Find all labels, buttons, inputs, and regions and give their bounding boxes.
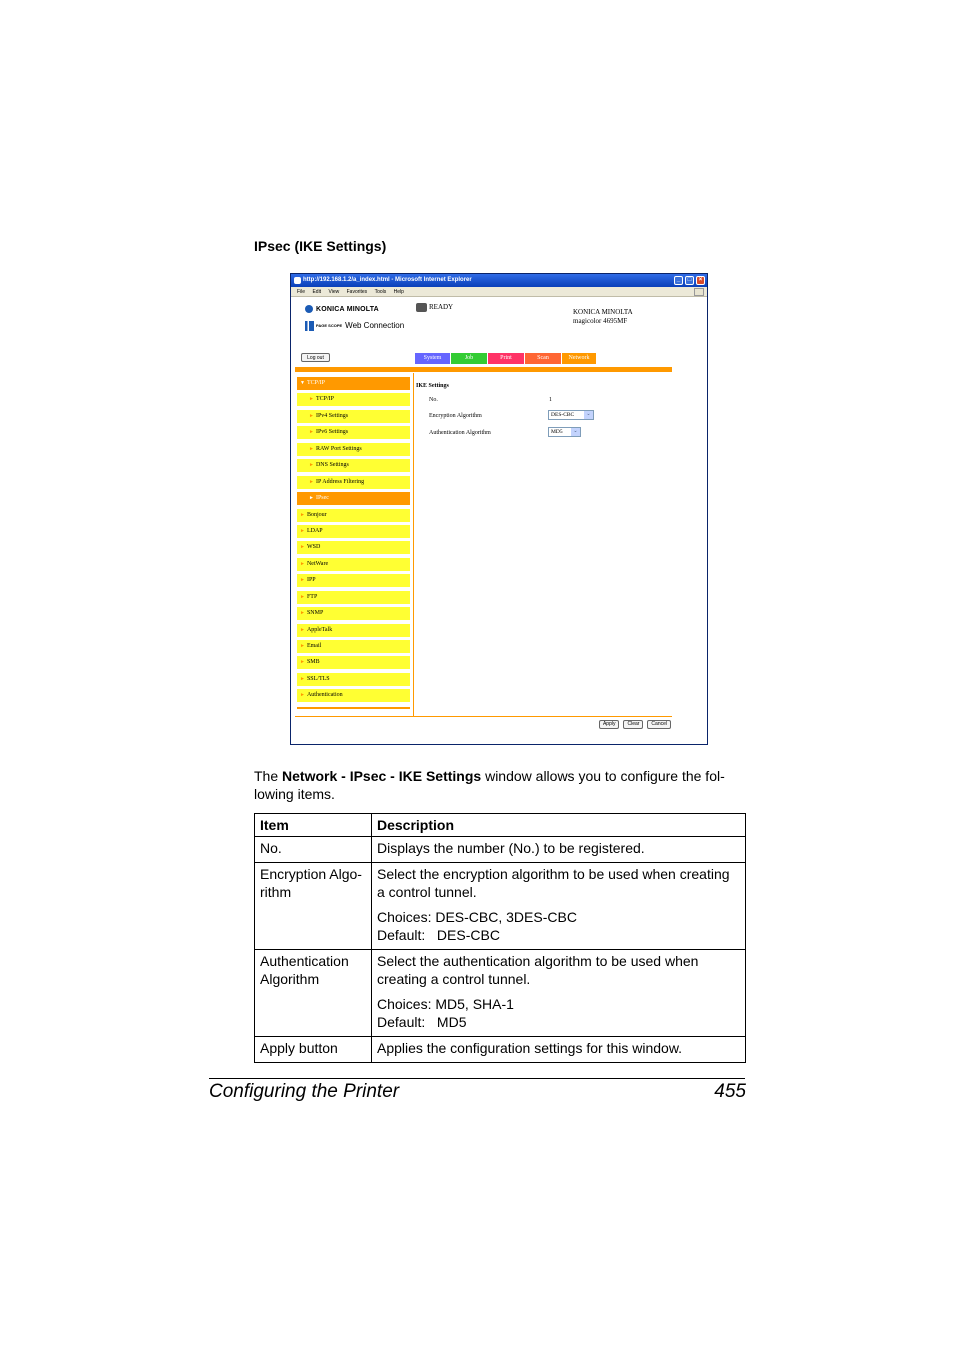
sidebar-item-ldap[interactable] [297, 525, 410, 538]
table-row [255, 837, 746, 863]
close-icon[interactable]: × [696, 276, 705, 285]
main-tabs [415, 353, 597, 364]
sidebar-end-rule [297, 707, 410, 709]
header-divider [295, 367, 672, 372]
sidebar-item-tcp-ip[interactable] [297, 393, 410, 406]
sidebar-item-smb[interactable] [297, 656, 410, 669]
sidebar-item-label: IPP [306, 577, 316, 584]
no-label: No. [429, 397, 438, 403]
sidebar-item-label: Authentication [306, 692, 343, 699]
triangle-right-icon: ► [300, 611, 305, 617]
triangle-right-icon: ► [300, 594, 305, 600]
triangle-right-icon: ► [309, 430, 314, 436]
sidebar-item-dns-settings[interactable] [297, 459, 410, 472]
menu-edit[interactable]: Edit [312, 289, 322, 295]
ie-icon [294, 277, 301, 284]
sidebar-item-ftp[interactable] [297, 591, 410, 604]
menu-tools[interactable]: Tools [374, 289, 387, 295]
sidebar-item-label: FTP [306, 593, 318, 600]
sidebar-item-label: IPv4 Settings [315, 412, 349, 419]
triangle-right-icon: ► [300, 578, 305, 584]
browser-titlebar [291, 274, 707, 287]
section-heading: IPsec (IKE Settings) [254, 238, 387, 254]
triangle-right-icon: ► [309, 496, 314, 502]
row-default: Default: DES-CBC [377, 927, 500, 943]
triangle-right-icon: ► [300, 545, 305, 551]
header-description: Description [372, 814, 746, 837]
minimize-icon[interactable]: _ [674, 276, 683, 285]
triangle-right-icon: ► [300, 676, 305, 682]
section-title: IKE Settings [416, 383, 449, 389]
sidebar-item-ipv6-settings[interactable] [297, 426, 410, 439]
browser-window-screenshot [290, 273, 708, 745]
table-header-row [255, 814, 746, 837]
menu-help[interactable]: Help [393, 289, 404, 295]
sidebar-item-snmp[interactable] [297, 607, 410, 620]
triangle-right-icon: ► [309, 463, 314, 469]
triangle-right-icon: ► [300, 528, 305, 534]
triangle-right-icon: ► [309, 413, 314, 419]
authentication-label: Authentication Algorithm [429, 430, 491, 436]
browser-content [291, 297, 707, 744]
header-item: Item [255, 814, 372, 837]
sidebar-item-raw-port-settings[interactable] [297, 443, 410, 456]
tab-print[interactable]: Print [488, 353, 524, 364]
row-description: Select the authentication algorithm to be used when creating a control tunnel. Choices: MD5, SHA-1 Default: MD5 [372, 950, 746, 1037]
footer-divider [295, 716, 672, 717]
sidebar-item-label: SSL/TLS [306, 675, 330, 682]
row-choices: Choices: DES-CBC, 3DES-CBC [377, 909, 577, 925]
table-row [255, 950, 746, 1037]
sidebar-item-label: RAW Port Settings [315, 445, 362, 452]
windows-flag-icon [694, 288, 704, 296]
triangle-right-icon: ► [300, 561, 305, 567]
row-description: Select the encryption algorithm to be used when creating a control tunnel. Choices: DES-CBC, 3DES-CBC Default: DES-CBC [372, 863, 746, 950]
tab-job[interactable]: Job [451, 353, 487, 364]
sidebar-item-bonjour[interactable] [297, 509, 410, 522]
sidebar-item-email[interactable] [297, 640, 410, 653]
browser-title: http://192.168.1.2/a_index.html - Microsoft Internet Explorer [303, 277, 472, 283]
menu-view[interactable]: View [328, 289, 340, 295]
page-number: 455 [714, 1081, 746, 1102]
printer-status: READY [416, 303, 453, 312]
triangle-right-icon: ► [309, 446, 314, 452]
apply-button[interactable]: Apply [599, 720, 620, 729]
row-item: Encryption Algo-rithm [255, 863, 372, 950]
intro-paragraph: The Network - IPsec - IKE Settings window allows you to configure the fol-lowing items. [254, 768, 725, 802]
tab-network[interactable]: Network [562, 353, 596, 364]
triangle-down-icon: ▼ [300, 381, 305, 386]
triangle-right-icon: ► [300, 693, 305, 699]
sidebar-item-label: IP Address Filtering [315, 478, 365, 485]
row-choices: Choices: MD5, SHA-1 [377, 996, 514, 1012]
row-item: Authentication Algorithm [255, 950, 372, 1037]
sidebar-item-label: Email [306, 643, 322, 649]
triangle-right-icon: ► [300, 627, 305, 633]
sidebar-item-label: DNS Settings [315, 462, 349, 469]
row-description: Displays the number (No.) to be registered. [372, 837, 746, 863]
sidebar-item-ipsec[interactable] [297, 492, 410, 505]
menu-file[interactable]: File [297, 289, 306, 295]
sidebar-item-label: NetWare [306, 560, 329, 567]
table-row [255, 863, 746, 950]
row-description: Applies the configuration settings for this window. [372, 1037, 746, 1063]
sidebar-item-label: WSD [306, 544, 321, 551]
triangle-right-icon: ► [309, 479, 314, 485]
settings-description-table [254, 813, 746, 1063]
sidebar-item-label: IPv6 Settings [315, 429, 349, 436]
web-connection-logo: PAGE SCOPE Web Connection [305, 321, 404, 331]
sidebar-item-tcp-ip[interactable] [297, 377, 410, 390]
device-brand: KONICA MINOLTA magicolor 4695MF [573, 308, 633, 325]
sidebar-item-appletalk[interactable] [297, 624, 410, 637]
sidebar-item-ipv4-settings[interactable] [297, 410, 410, 423]
footer-chapter: Configuring the Printer [209, 1081, 400, 1102]
sidebar-item-label: SMB [306, 659, 320, 666]
logout-button[interactable]: Log out [301, 353, 330, 362]
clear-button[interactable]: Clear [623, 720, 643, 729]
row-item: No. [255, 837, 372, 863]
triangle-right-icon: ► [300, 512, 305, 518]
sidebar-item-ipp[interactable] [297, 574, 410, 587]
chevron-down-icon[interactable]: ⌄ [584, 411, 593, 419]
sidebar-item-label: IPsec [315, 495, 329, 502]
no-value: 1 [549, 397, 552, 403]
sidebar-item-label: LDAP [306, 527, 323, 534]
sidebar-item-wsd[interactable] [297, 541, 410, 554]
tab-scan[interactable]: Scan [525, 353, 561, 364]
authentication-select[interactable]: MD5 ⌄ [548, 427, 581, 437]
sidebar-item-label: TCP/IP [306, 380, 325, 386]
sidebar-item-ssl-tls[interactable] [297, 673, 410, 686]
triangle-right-icon: ► [300, 660, 305, 666]
sidebar-nav [297, 377, 410, 706]
row-item: Apply button [255, 1037, 372, 1063]
encryption-label: Encryption Algorithm [429, 413, 482, 419]
table-row [255, 1037, 746, 1063]
action-buttons [595, 720, 671, 729]
maximize-icon[interactable]: □ [685, 276, 694, 285]
sidebar-item-authentication[interactable] [297, 689, 410, 702]
sidebar-item-label: AppleTalk [306, 626, 333, 633]
pagescope-logo-icon [305, 321, 314, 331]
konica-minolta-logo: KONICA MINOLTA [305, 305, 379, 313]
sidebar-item-label: Bonjour [306, 511, 327, 518]
browser-menubar [291, 287, 707, 297]
triangle-right-icon: ► [300, 644, 305, 649]
row-default: Default: MD5 [377, 1014, 467, 1030]
cancel-button[interactable]: Cancel [647, 720, 671, 729]
triangle-right-icon: ► [309, 397, 314, 403]
printer-icon [416, 303, 427, 312]
sidebar-item-label: SNMP [306, 610, 324, 617]
sidebar-item-label: TCP/IP [315, 396, 334, 403]
encryption-select[interactable]: DES-CBC ⌄ [548, 410, 594, 420]
tab-system[interactable]: System [415, 353, 450, 364]
globe-logo-icon [305, 305, 313, 313]
footer-rule [209, 1078, 745, 1079]
chevron-down-icon[interactable]: ⌄ [571, 428, 580, 436]
sidebar-item-netware[interactable] [297, 558, 410, 571]
sidebar-item-ip-address-filtering[interactable] [297, 476, 410, 489]
vertical-divider [413, 373, 414, 716]
menu-favorites[interactable]: Favorites [346, 289, 368, 295]
